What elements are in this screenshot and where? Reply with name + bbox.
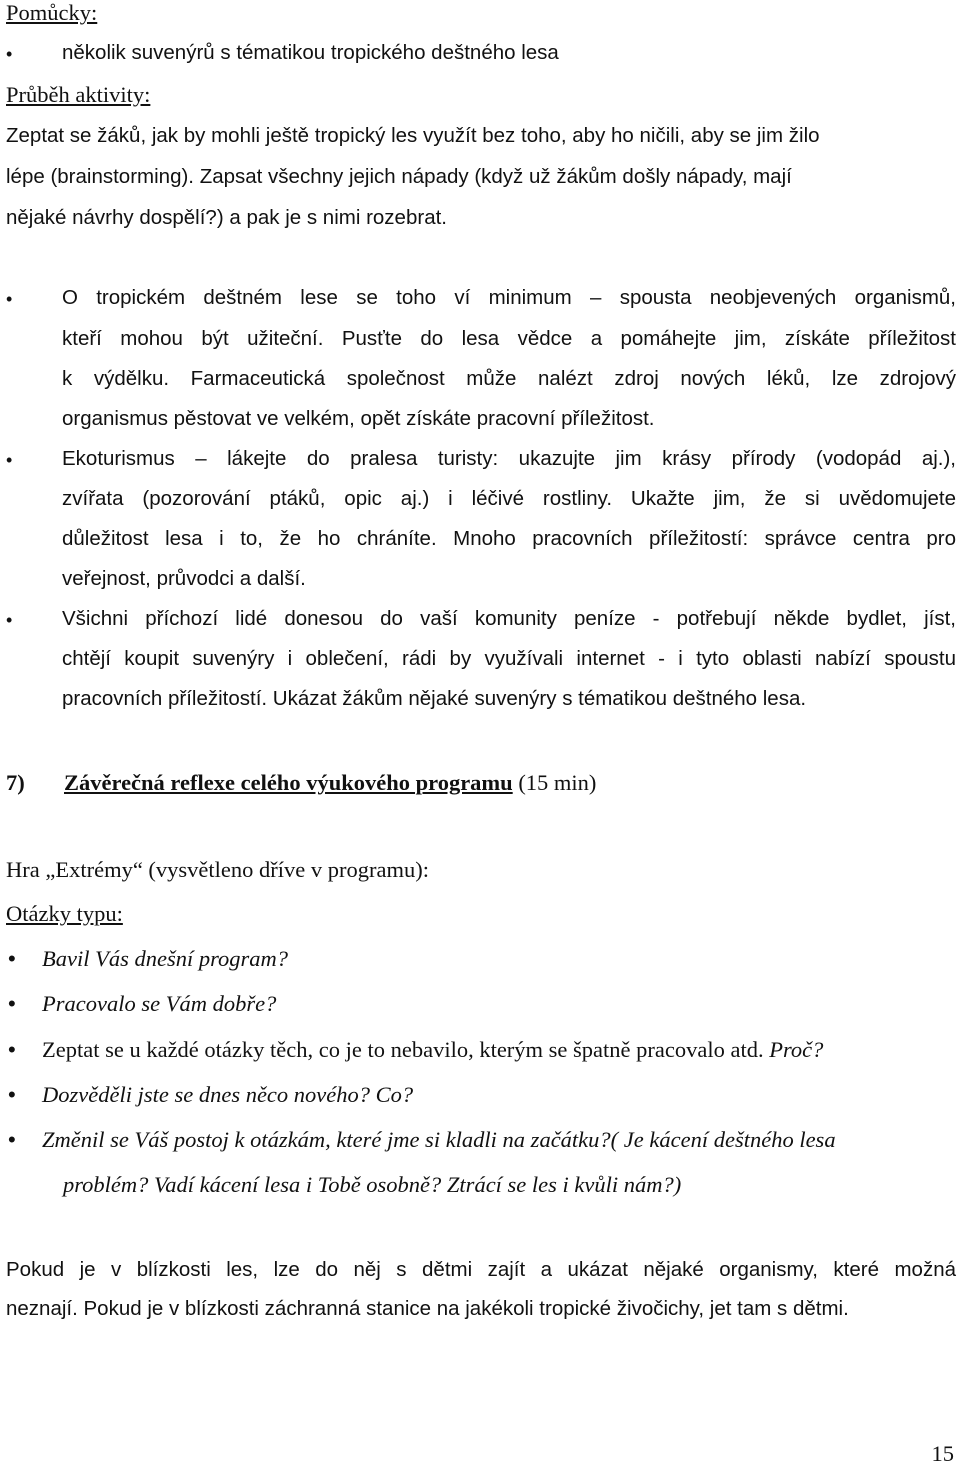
bullet-2-line-3: důležitost lesa i to, že ho chráníte. Mnoho pracovních příležitostí: správce centra pro: [62, 527, 956, 550]
bullet-2-line-1: Ekoturismus – lákejte do pralesa turisty: ukazujte jim krásy přírody (vodopád aj.),: [62, 447, 956, 470]
bullet-icon: •: [8, 1127, 16, 1152]
bullet-icon: •: [6, 450, 13, 470]
question-3-text: Zeptat se u každé otázky těch, co je to nebavilo, kterým se špatně pracovalo atd.: [42, 1037, 764, 1062]
bullet-3-line-1: Všichni příchozí lidé donesou do vaší komunity peníze - potřebují někde bydlet, jíst,: [62, 607, 956, 630]
bullet-1-line-1: O tropickém deštném lese se toho ví minimum – spousta neobjevených organismů,: [62, 286, 956, 309]
closing-line-2: neznají. Pokud je v blízkosti záchranná stanice na jakékoli tropické živočichy, jet tam s dětmi.: [6, 1297, 849, 1320]
question-3: [42, 1037, 823, 1063]
question-5-line-2: problém? Vadí kácení lesa i Tobě osobně? Ztrácí se les i kvůli nám?): [63, 1172, 682, 1197]
question-5-line-1: Změnil se Váš postoj k otázkám, které jme si kladli na začátku?( Je kácení deštného lesa: [42, 1127, 836, 1152]
intro-line-1: Zeptat se žáků, jak by mohli ještě tropický les využít bez toho, aby ho ničili, aby se jim žilo: [6, 124, 820, 147]
bullet-1-line-4: organismus pěstovat ve velkém, opět získáte pracovní příležitost.: [62, 407, 655, 430]
section-number: 7): [6, 770, 25, 795]
question-4: Dozvěděli jste se dnes něco nového? Co?: [42, 1082, 414, 1107]
game-title: Hra „Extrémy“ (vysvětleno dříve v programu):: [6, 857, 429, 882]
questions-heading: Otázky typu:: [6, 901, 123, 926]
bullet-icon: •: [6, 289, 13, 309]
bullet-icon: •: [8, 946, 16, 971]
bullet-3-line-2: chtějí koupit suvenýry i oblečení, rádi by využívali internet - i tyto oblasti nabízí spoustu: [62, 647, 956, 670]
bullet-icon: •: [8, 1082, 16, 1107]
aids-item: několik suvenýrů s tématikou tropického deštného lesa: [62, 41, 559, 64]
bullet-icon: •: [6, 44, 13, 64]
bullet-3-line-3: pracovních příležitostí. Ukázat žákům nějaké suvenýry s tématikou deštného lesa.: [62, 687, 807, 710]
bullet-icon: •: [8, 991, 16, 1016]
closing-line-1: Pokud je v blízkosti les, lze do něj s dětmi zajít a ukázat nějaké organismy, které možná: [6, 1258, 956, 1281]
bullet-1-line-3: k výdělku. Farmaceutická společnost může nalézt zdroj nových léků, lze zdrojový: [62, 367, 956, 390]
section-7-heading: [6, 770, 596, 796]
bullet-icon: •: [6, 610, 13, 630]
question-1: Bavil Vás dnešní program?: [42, 946, 289, 971]
question-2: Pracovalo se Vám dobře?: [42, 991, 277, 1016]
bullet-1-line-2: kteří mohou být užiteční. Pusťte do lesa vědce a pomáhejte jim, získáte příležitost: [62, 327, 956, 350]
section-title: Závěrečná reflexe celého výukového programu: [64, 770, 513, 795]
question-3-why: Proč?: [769, 1037, 824, 1062]
aids-heading: Pomůcky:: [6, 0, 98, 25]
bullet-2-line-4: veřejnost, průvodci a další.: [62, 567, 306, 590]
intro-line-2: lépe (brainstorming). Zapsat všechny jejich nápady (když už žákům došly nápady, mají: [6, 165, 792, 188]
bullet-icon: •: [8, 1037, 16, 1062]
bullet-2-line-2: zvířata (pozorování ptáků, opic aj.) i léčivé rostliny. Ukažte jim, že si uvědomujete: [62, 487, 956, 510]
section-duration: (15 min): [518, 770, 597, 795]
intro-line-3: nějaké návrhy dospělí?) a pak je s nimi rozebrat.: [6, 206, 447, 229]
course-heading: Průběh aktivity:: [6, 82, 151, 107]
page-number: 15: [931, 1441, 954, 1466]
